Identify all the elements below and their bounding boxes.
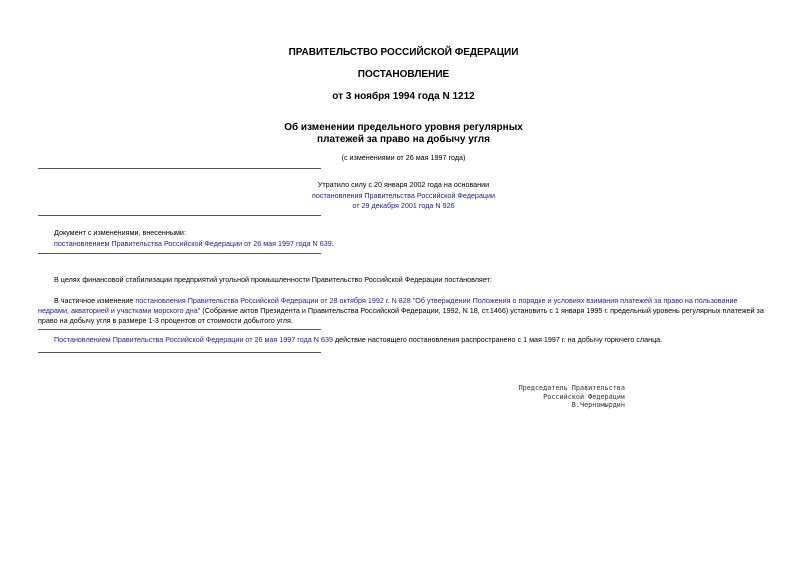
divider	[38, 329, 321, 330]
repeal-link-line-1[interactable]: постановления Правительства Российской Федерации	[311, 190, 496, 200]
divider	[38, 168, 321, 169]
changes-end: .	[331, 239, 334, 248]
resolution-639-link[interactable]: Постановлением Правительства Российской Федерации от 26 мая 1997 года N 639	[54, 335, 333, 344]
paragraph-2-suffix: (Собрание актов Президента и Правительства Российской Федерации, 1992, N 18, ст.1466) установить с 1 января 1995 г. предельный уровень регулярных платежей за право на добычу угля в размере 1-3 процентов от стоимости добытого угля.	[38, 306, 764, 325]
resolution-828-link[interactable]: постановления Правительства Российской Федерации от 28 октября 1992 г. N 828 "Об утверждении Положения о порядке и условиях взимания платежей за право на пользование недрами, акваторией и участками морского дна"	[38, 296, 738, 315]
changes-block	[54, 227, 454, 249]
divider	[38, 352, 321, 353]
paragraph-2-prefix: В частичное изменение	[54, 296, 136, 305]
signature-line-3: В.Черномырдин	[571, 401, 625, 409]
paragraph-2	[38, 296, 769, 326]
government-heading: ПРАВИТЕЛЬСТВО РОССИЙСКОЙ ФЕДЕРАЦИИ	[288, 47, 519, 58]
title-line-2: платежей за право на добычу угля	[317, 134, 490, 145]
document-title	[150, 122, 657, 146]
date-number-heading: от 3 ноября 1994 года N 1212	[332, 91, 475, 102]
repeal-link-line-2[interactable]: от 29 декабря 2001 года N 926	[352, 201, 455, 210]
paragraph-3-text: действие настоящего постановления распространено с 1 мая 1997 г. на добычу горючего сланца.	[332, 335, 663, 344]
signature-line-2: Российской Федерации	[543, 392, 625, 401]
divider	[38, 253, 321, 254]
signature-line-1: Председатель Правительства	[518, 384, 625, 392]
doc-type-heading: ПОСТАНОВЛЕНИЕ	[357, 69, 450, 80]
repeal-status-text: Утратило силу с 20 января 2002 года на основании	[317, 180, 490, 189]
signature-block	[480, 384, 625, 410]
changes-intro: Документ с изменениями, внесенными:	[54, 228, 186, 237]
paragraph-1: В целях финансовой стабилизации предприятий угольной промышленности Правительство Российской Федерации постановляет:	[54, 275, 492, 284]
amendments-note: (с изменениями от 26 мая 1997 года)	[341, 153, 466, 162]
repeal-status	[150, 180, 657, 212]
divider	[38, 215, 321, 216]
changes-link[interactable]: постановлением Правительства Российской Федерации от 26 мая 1997 года N 639	[54, 239, 332, 248]
title-line-1: Об изменении предельного уровня регулярных	[284, 122, 523, 133]
paragraph-3	[54, 335, 769, 345]
